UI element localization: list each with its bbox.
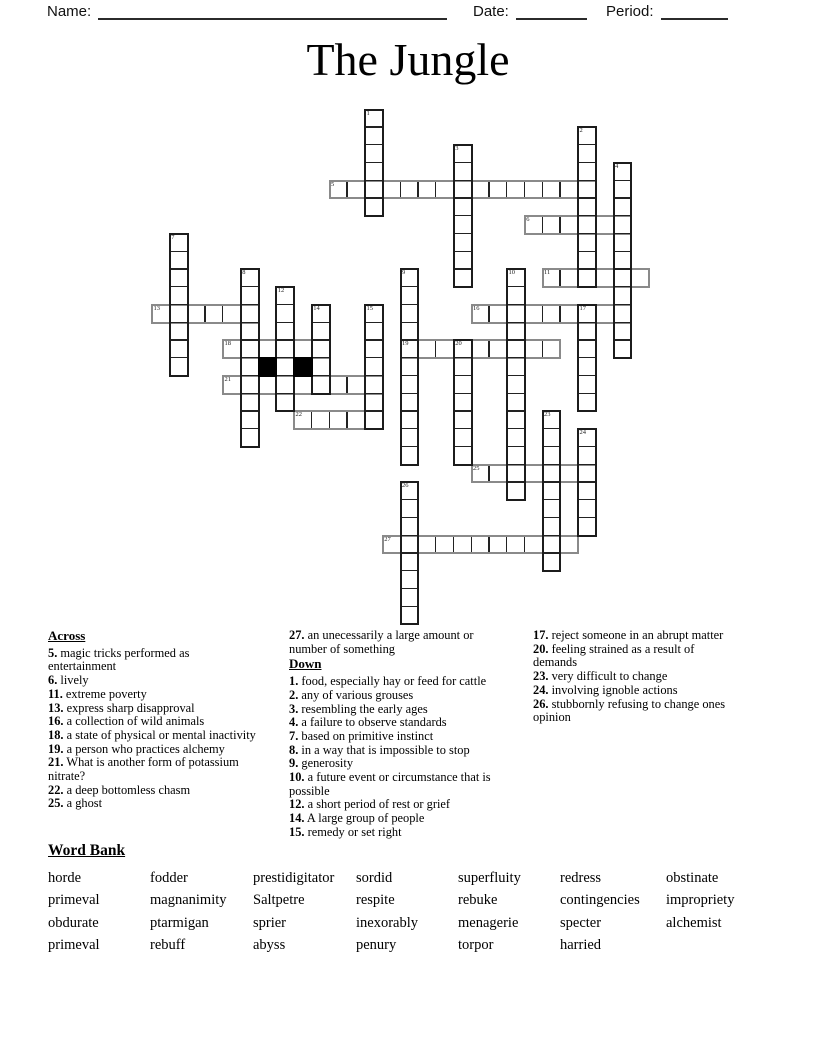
blocked-cell bbox=[258, 357, 278, 377]
word-bank-column bbox=[458, 867, 560, 957]
cell-separator bbox=[508, 304, 524, 305]
cell-separator bbox=[615, 268, 631, 269]
cell-separator bbox=[402, 393, 418, 394]
cell-separator bbox=[455, 268, 471, 269]
clue-item: 12. a short period of rest or grief bbox=[289, 797, 451, 812]
clue-number-label: 21. bbox=[48, 755, 64, 770]
word-bank-grid bbox=[48, 867, 788, 957]
cell-separator bbox=[579, 339, 595, 340]
clue-item: 17. reject someone in an abrupt matter bbox=[533, 628, 724, 642]
cell-separator bbox=[579, 162, 595, 163]
down-word-9 bbox=[400, 268, 420, 465]
clue-item: 16. a collection of wild animals bbox=[48, 714, 205, 729]
cell-separator bbox=[242, 410, 258, 411]
cell-separator bbox=[242, 357, 258, 358]
cell-separator bbox=[242, 322, 258, 323]
cell-separator bbox=[455, 446, 471, 447]
cell-number-3: 3 bbox=[455, 145, 459, 152]
word-bank-word: menagerie bbox=[458, 914, 519, 931]
word-bank-header: Word Bank bbox=[48, 842, 126, 859]
cell-separator bbox=[366, 357, 382, 358]
clue-item: 14. A large group of people bbox=[289, 811, 425, 826]
clue-item: 26. stubbornly refusing to change ones opinion bbox=[533, 696, 726, 725]
cell-separator bbox=[402, 535, 418, 536]
clue-number-label: 8. bbox=[289, 742, 299, 757]
cell-separator bbox=[542, 306, 543, 322]
down-word-3 bbox=[453, 144, 473, 288]
cell-number-1: 1 bbox=[366, 109, 370, 117]
down-word-14 bbox=[311, 304, 331, 395]
cell-separator bbox=[579, 322, 595, 323]
clue-item: 6. lively bbox=[48, 673, 89, 688]
clue-section-header: Across bbox=[48, 628, 86, 643]
cell-separator bbox=[402, 286, 418, 287]
cell-separator bbox=[615, 286, 631, 287]
down-word-2 bbox=[577, 126, 597, 288]
cell-separator bbox=[402, 552, 418, 553]
cell-separator bbox=[400, 182, 401, 198]
cell-separator bbox=[471, 537, 472, 553]
word-bank-word: inexorably bbox=[356, 914, 419, 931]
cell-separator bbox=[455, 393, 471, 394]
clue-number-label: 13. bbox=[48, 700, 64, 715]
cell-separator bbox=[508, 322, 524, 323]
cell-separator bbox=[579, 357, 595, 358]
clue-number-label: 18. bbox=[48, 727, 64, 742]
cell-number-12: 12 bbox=[277, 287, 285, 294]
clue-item: 10. a future event or circumstance that is possible bbox=[289, 770, 491, 798]
cell-separator bbox=[508, 357, 524, 358]
cell-separator bbox=[615, 339, 631, 340]
down-word-4 bbox=[613, 162, 633, 359]
clue-number-label: 10. bbox=[289, 770, 305, 785]
clue-number-label: 24. bbox=[533, 682, 549, 697]
word-bank-word: alchemist bbox=[666, 914, 722, 931]
cell-separator bbox=[542, 182, 543, 198]
clue-item: 22. a deep bottomless chasm bbox=[48, 782, 191, 797]
cell-separator bbox=[366, 410, 382, 411]
cell-separator bbox=[579, 180, 595, 181]
cell-separator bbox=[435, 537, 436, 553]
cell-separator bbox=[402, 570, 418, 571]
clue-item: 27. an unecessarily a large amount or number of something bbox=[289, 628, 474, 656]
cell-separator bbox=[171, 357, 187, 358]
cell-separator bbox=[366, 180, 382, 181]
cell-number-5: 5 bbox=[331, 180, 335, 188]
cell-separator bbox=[455, 375, 471, 376]
cell-separator bbox=[488, 306, 489, 322]
cell-separator bbox=[544, 464, 560, 465]
cell-separator bbox=[366, 162, 382, 163]
clue-number-label: 14. bbox=[289, 811, 305, 826]
cell-number-2: 2 bbox=[579, 127, 583, 135]
cell-number-26: 26 bbox=[402, 482, 409, 490]
cell-separator bbox=[402, 375, 418, 376]
cell-separator bbox=[313, 339, 329, 340]
clue-number-label: 20. bbox=[533, 641, 549, 656]
period-label: Period: bbox=[606, 3, 654, 20]
cell-number-4: 4 bbox=[615, 162, 619, 170]
cell-separator bbox=[455, 251, 471, 252]
cell-separator bbox=[346, 182, 347, 198]
cell-separator bbox=[579, 481, 595, 482]
cell-number-8: 8 bbox=[242, 269, 246, 277]
cell-separator bbox=[524, 182, 525, 198]
cell-separator bbox=[544, 481, 560, 482]
cell-separator bbox=[455, 162, 471, 163]
clue-number-label: 12. bbox=[289, 797, 305, 812]
cell-number-13: 13 bbox=[153, 304, 160, 312]
cell-separator bbox=[506, 182, 507, 198]
cell-separator bbox=[171, 251, 187, 252]
cell-separator bbox=[366, 339, 382, 340]
cell-separator bbox=[508, 393, 524, 394]
cell-separator bbox=[488, 537, 489, 553]
down-word-7 bbox=[169, 233, 189, 377]
cell-separator bbox=[222, 306, 223, 322]
cell-separator bbox=[346, 377, 347, 393]
cell-number-21: 21 bbox=[224, 375, 231, 383]
word-bank-word: respite bbox=[356, 892, 395, 909]
clue-item: 4. a failure to observe standards bbox=[289, 715, 447, 730]
word-bank-word: specter bbox=[560, 914, 602, 931]
down-word-17 bbox=[577, 304, 597, 413]
cell-separator bbox=[455, 197, 471, 198]
word-bank-word: harried bbox=[560, 937, 602, 954]
cell-separator bbox=[544, 552, 560, 553]
cell-separator bbox=[544, 428, 560, 429]
cell-separator bbox=[559, 217, 560, 233]
clue-item: 2. any of various grouses bbox=[289, 687, 414, 702]
across-word-19 bbox=[400, 339, 562, 359]
cell-separator bbox=[171, 339, 187, 340]
cell-separator bbox=[402, 322, 418, 323]
cell-separator bbox=[508, 464, 524, 465]
cell-separator bbox=[313, 357, 329, 358]
cell-separator bbox=[508, 339, 524, 340]
cell-separator bbox=[329, 412, 330, 428]
clue-item: 25. a ghost bbox=[48, 796, 103, 811]
word-bank-column bbox=[666, 867, 786, 957]
word-bank-word: prestidigitator bbox=[253, 870, 335, 886]
cell-separator bbox=[544, 535, 560, 536]
word-bank-word: horde bbox=[48, 870, 82, 886]
word-bank-word: abyss bbox=[253, 937, 286, 954]
word-bank-column bbox=[150, 867, 253, 957]
cell-separator bbox=[277, 375, 293, 376]
blocked-cell bbox=[293, 357, 313, 377]
cell-separator bbox=[402, 304, 418, 305]
cell-separator bbox=[311, 412, 312, 428]
cell-separator bbox=[242, 393, 258, 394]
word-bank-word: superfluity bbox=[458, 870, 521, 886]
cell-number-9: 9 bbox=[402, 269, 406, 277]
cell-number-19: 19 bbox=[402, 340, 409, 348]
cell-separator bbox=[615, 322, 631, 323]
word-bank-word: rebuke bbox=[458, 892, 498, 909]
cell-separator bbox=[402, 428, 418, 429]
cell-separator bbox=[171, 286, 187, 287]
cell-separator bbox=[615, 304, 631, 305]
word-bank-word: penury bbox=[356, 937, 397, 954]
cell-separator bbox=[435, 341, 436, 357]
cell-separator bbox=[171, 322, 187, 323]
word-bank-column bbox=[48, 867, 150, 957]
clue-number-label: 19. bbox=[48, 741, 64, 756]
cell-separator bbox=[366, 375, 382, 376]
cell-number-11: 11 bbox=[544, 269, 551, 277]
cell-separator bbox=[508, 446, 524, 447]
cell-separator bbox=[579, 464, 595, 465]
down-word-12 bbox=[275, 286, 295, 412]
cell-separator bbox=[615, 180, 631, 181]
cell-separator bbox=[242, 339, 258, 340]
cell-separator bbox=[402, 517, 418, 518]
clue-number-label: 17. bbox=[533, 628, 549, 642]
cell-separator bbox=[544, 446, 560, 447]
cell-separator bbox=[579, 517, 595, 518]
cell-separator bbox=[171, 304, 187, 305]
cell-separator bbox=[402, 410, 418, 411]
cell-separator bbox=[277, 322, 293, 323]
cell-separator bbox=[542, 217, 543, 233]
clue-item: 23. very difficult to change bbox=[533, 669, 668, 684]
word-bank-word: sprier bbox=[253, 914, 287, 931]
page-title: The Jungle bbox=[306, 34, 510, 85]
cell-separator bbox=[579, 375, 595, 376]
cell-number-24: 24 bbox=[579, 429, 586, 436]
clues-column-middle bbox=[289, 629, 511, 840]
clues-column-right bbox=[533, 629, 739, 725]
cell-separator bbox=[615, 233, 631, 234]
cell-separator bbox=[542, 341, 543, 357]
cell-separator bbox=[508, 481, 524, 482]
cell-separator bbox=[559, 182, 560, 198]
cell-separator bbox=[313, 375, 329, 376]
clue-number-label: 16. bbox=[48, 714, 64, 729]
cell-separator bbox=[402, 446, 418, 447]
cell-separator bbox=[559, 270, 560, 286]
clue-number-label: 22. bbox=[48, 782, 64, 797]
clue-number-label: 5. bbox=[48, 645, 58, 660]
cell-separator bbox=[488, 341, 489, 357]
cell-separator bbox=[366, 126, 382, 127]
clue-number-label: 7. bbox=[289, 728, 299, 743]
word-bank-word: obstinate bbox=[666, 870, 719, 886]
cell-number-10: 10 bbox=[508, 269, 515, 277]
across-word-16 bbox=[471, 304, 633, 324]
cell-number-7: 7 bbox=[171, 233, 175, 241]
clue-section-header: Down bbox=[289, 656, 322, 672]
cell-separator bbox=[242, 428, 258, 429]
clues-column-across bbox=[48, 629, 260, 811]
cell-separator bbox=[579, 215, 595, 216]
cell-separator bbox=[204, 306, 205, 322]
word-bank bbox=[48, 842, 788, 957]
cell-separator bbox=[366, 393, 382, 394]
cell-separator bbox=[402, 357, 418, 358]
clue-item: 11. extreme poverty bbox=[48, 686, 147, 701]
cell-separator bbox=[455, 180, 471, 181]
down-word-26 bbox=[400, 481, 420, 625]
clue-number-label: 25. bbox=[48, 796, 64, 811]
cell-number-6: 6 bbox=[526, 216, 530, 223]
down-word-10 bbox=[506, 268, 526, 501]
down-word-1 bbox=[364, 109, 384, 218]
clue-item: 3. resembling the early ages bbox=[289, 701, 428, 716]
cell-separator bbox=[544, 499, 560, 500]
cell-separator bbox=[579, 233, 595, 234]
cell-separator bbox=[508, 410, 524, 411]
cell-separator bbox=[579, 268, 595, 269]
cell-separator bbox=[508, 286, 524, 287]
cell-separator bbox=[346, 412, 347, 428]
cell-separator bbox=[402, 499, 418, 500]
cell-separator bbox=[242, 375, 258, 376]
word-bank-word: magnanimity bbox=[150, 892, 227, 909]
cell-separator bbox=[171, 268, 187, 269]
cell-separator bbox=[277, 357, 293, 358]
clue-number-label: 23. bbox=[533, 669, 549, 684]
cell-separator bbox=[508, 428, 524, 429]
cell-separator bbox=[455, 410, 471, 411]
clue-item: 1. food, especially hay or feed for cattle bbox=[289, 674, 487, 689]
name-label: Name: bbox=[47, 3, 92, 20]
cell-separator bbox=[579, 197, 595, 198]
word-bank-word: rebuff bbox=[150, 937, 186, 954]
cell-number-23: 23 bbox=[544, 411, 551, 419]
clue-number-label: 15. bbox=[289, 824, 305, 839]
cell-separator bbox=[544, 517, 560, 518]
cell-separator bbox=[455, 357, 471, 358]
clue-item: 9. generosity bbox=[289, 756, 354, 771]
cell-separator bbox=[579, 499, 595, 500]
cell-separator bbox=[366, 144, 382, 145]
cell-separator bbox=[453, 537, 454, 553]
clue-item: 5. magic tricks performed as entertainment bbox=[48, 645, 190, 674]
clue-item: 21. What is another form of potassium nitrate? bbox=[48, 755, 239, 784]
word-bank-column bbox=[253, 867, 356, 957]
cell-separator bbox=[506, 537, 507, 553]
clue-item: 20. feeling strained as a result of demands bbox=[533, 641, 695, 670]
cell-separator bbox=[524, 537, 525, 553]
down-word-23 bbox=[542, 410, 562, 572]
cell-separator bbox=[579, 446, 595, 447]
cell-number-22: 22 bbox=[295, 411, 302, 419]
clue-number-label: 3. bbox=[289, 701, 299, 716]
word-bank-column bbox=[560, 867, 666, 957]
clue-number-label: 6. bbox=[48, 673, 58, 688]
clue-item: 24. involving ignoble actions bbox=[533, 682, 678, 697]
cell-number-25: 25 bbox=[473, 464, 480, 472]
cell-separator bbox=[402, 606, 418, 607]
cell-separator bbox=[435, 182, 436, 198]
clue-number-label: 9. bbox=[289, 756, 299, 771]
word-bank-word: fodder bbox=[150, 870, 188, 886]
clue-number-label: 11. bbox=[48, 686, 63, 701]
cell-separator bbox=[366, 322, 382, 323]
word-bank-word: ptarmigan bbox=[150, 914, 209, 931]
clue-item: 13. express sharp disapproval bbox=[48, 700, 195, 715]
cell-separator bbox=[615, 215, 631, 216]
word-bank-column bbox=[356, 867, 458, 957]
clue-item: 18. a state of physical or mental inactivity bbox=[48, 727, 256, 742]
clue-item: 7. based on primitive instinct bbox=[289, 728, 434, 743]
cell-separator bbox=[242, 286, 258, 287]
cell-separator bbox=[277, 304, 293, 305]
clue-item: 19. a person who practices alchemy bbox=[48, 741, 225, 756]
cell-separator bbox=[313, 322, 329, 323]
cell-separator bbox=[488, 182, 489, 198]
cell-separator bbox=[366, 197, 382, 198]
down-word-24 bbox=[577, 428, 597, 537]
cell-separator bbox=[579, 251, 595, 252]
word-bank-word: obdurate bbox=[48, 914, 99, 931]
cell-number-14: 14 bbox=[313, 304, 320, 312]
cell-number-20: 20 bbox=[455, 340, 462, 348]
clue-number-label: 26. bbox=[533, 696, 549, 711]
cell-separator bbox=[579, 393, 595, 394]
cell-number-16: 16 bbox=[473, 304, 480, 312]
clue-number-label: 1. bbox=[289, 674, 299, 689]
cell-separator bbox=[402, 588, 418, 589]
word-bank-word: sordid bbox=[356, 870, 393, 886]
clue-item: 15. remedy or set right bbox=[289, 824, 402, 839]
word-bank-word: impropriety bbox=[666, 892, 735, 909]
cell-separator bbox=[579, 144, 595, 145]
cell-separator bbox=[455, 215, 471, 216]
cell-separator bbox=[455, 428, 471, 429]
cell-separator bbox=[508, 375, 524, 376]
cell-separator bbox=[455, 233, 471, 234]
cell-number-15: 15 bbox=[366, 304, 373, 312]
word-bank-word: Saltpetre bbox=[253, 892, 305, 909]
word-bank-word: primeval bbox=[48, 892, 100, 909]
cell-separator bbox=[277, 393, 293, 394]
word-bank-word: contingencies bbox=[560, 892, 640, 909]
date-label: Date: bbox=[473, 3, 509, 20]
cell-separator bbox=[417, 182, 418, 198]
clue-number-label: 4. bbox=[289, 715, 299, 730]
cell-number-18: 18 bbox=[224, 340, 231, 348]
down-word-15 bbox=[364, 304, 384, 430]
word-bank-word: redress bbox=[560, 870, 602, 886]
word-bank-word: torpor bbox=[458, 937, 494, 954]
cell-separator bbox=[242, 304, 258, 305]
clue-item: 8. in a way that is impossible to stop bbox=[289, 742, 470, 757]
cell-separator bbox=[277, 339, 293, 340]
cell-separator bbox=[559, 306, 560, 322]
cell-separator bbox=[615, 197, 631, 198]
cell-number-27: 27 bbox=[384, 535, 391, 543]
cell-number-17: 17 bbox=[579, 304, 586, 312]
down-word-20 bbox=[453, 339, 473, 465]
cell-separator bbox=[615, 251, 631, 252]
cell-separator bbox=[488, 466, 489, 482]
word-bank-word: primeval bbox=[48, 937, 100, 954]
clue-number-label: 2. bbox=[289, 687, 299, 702]
clue-number-label: 27. bbox=[289, 628, 305, 642]
